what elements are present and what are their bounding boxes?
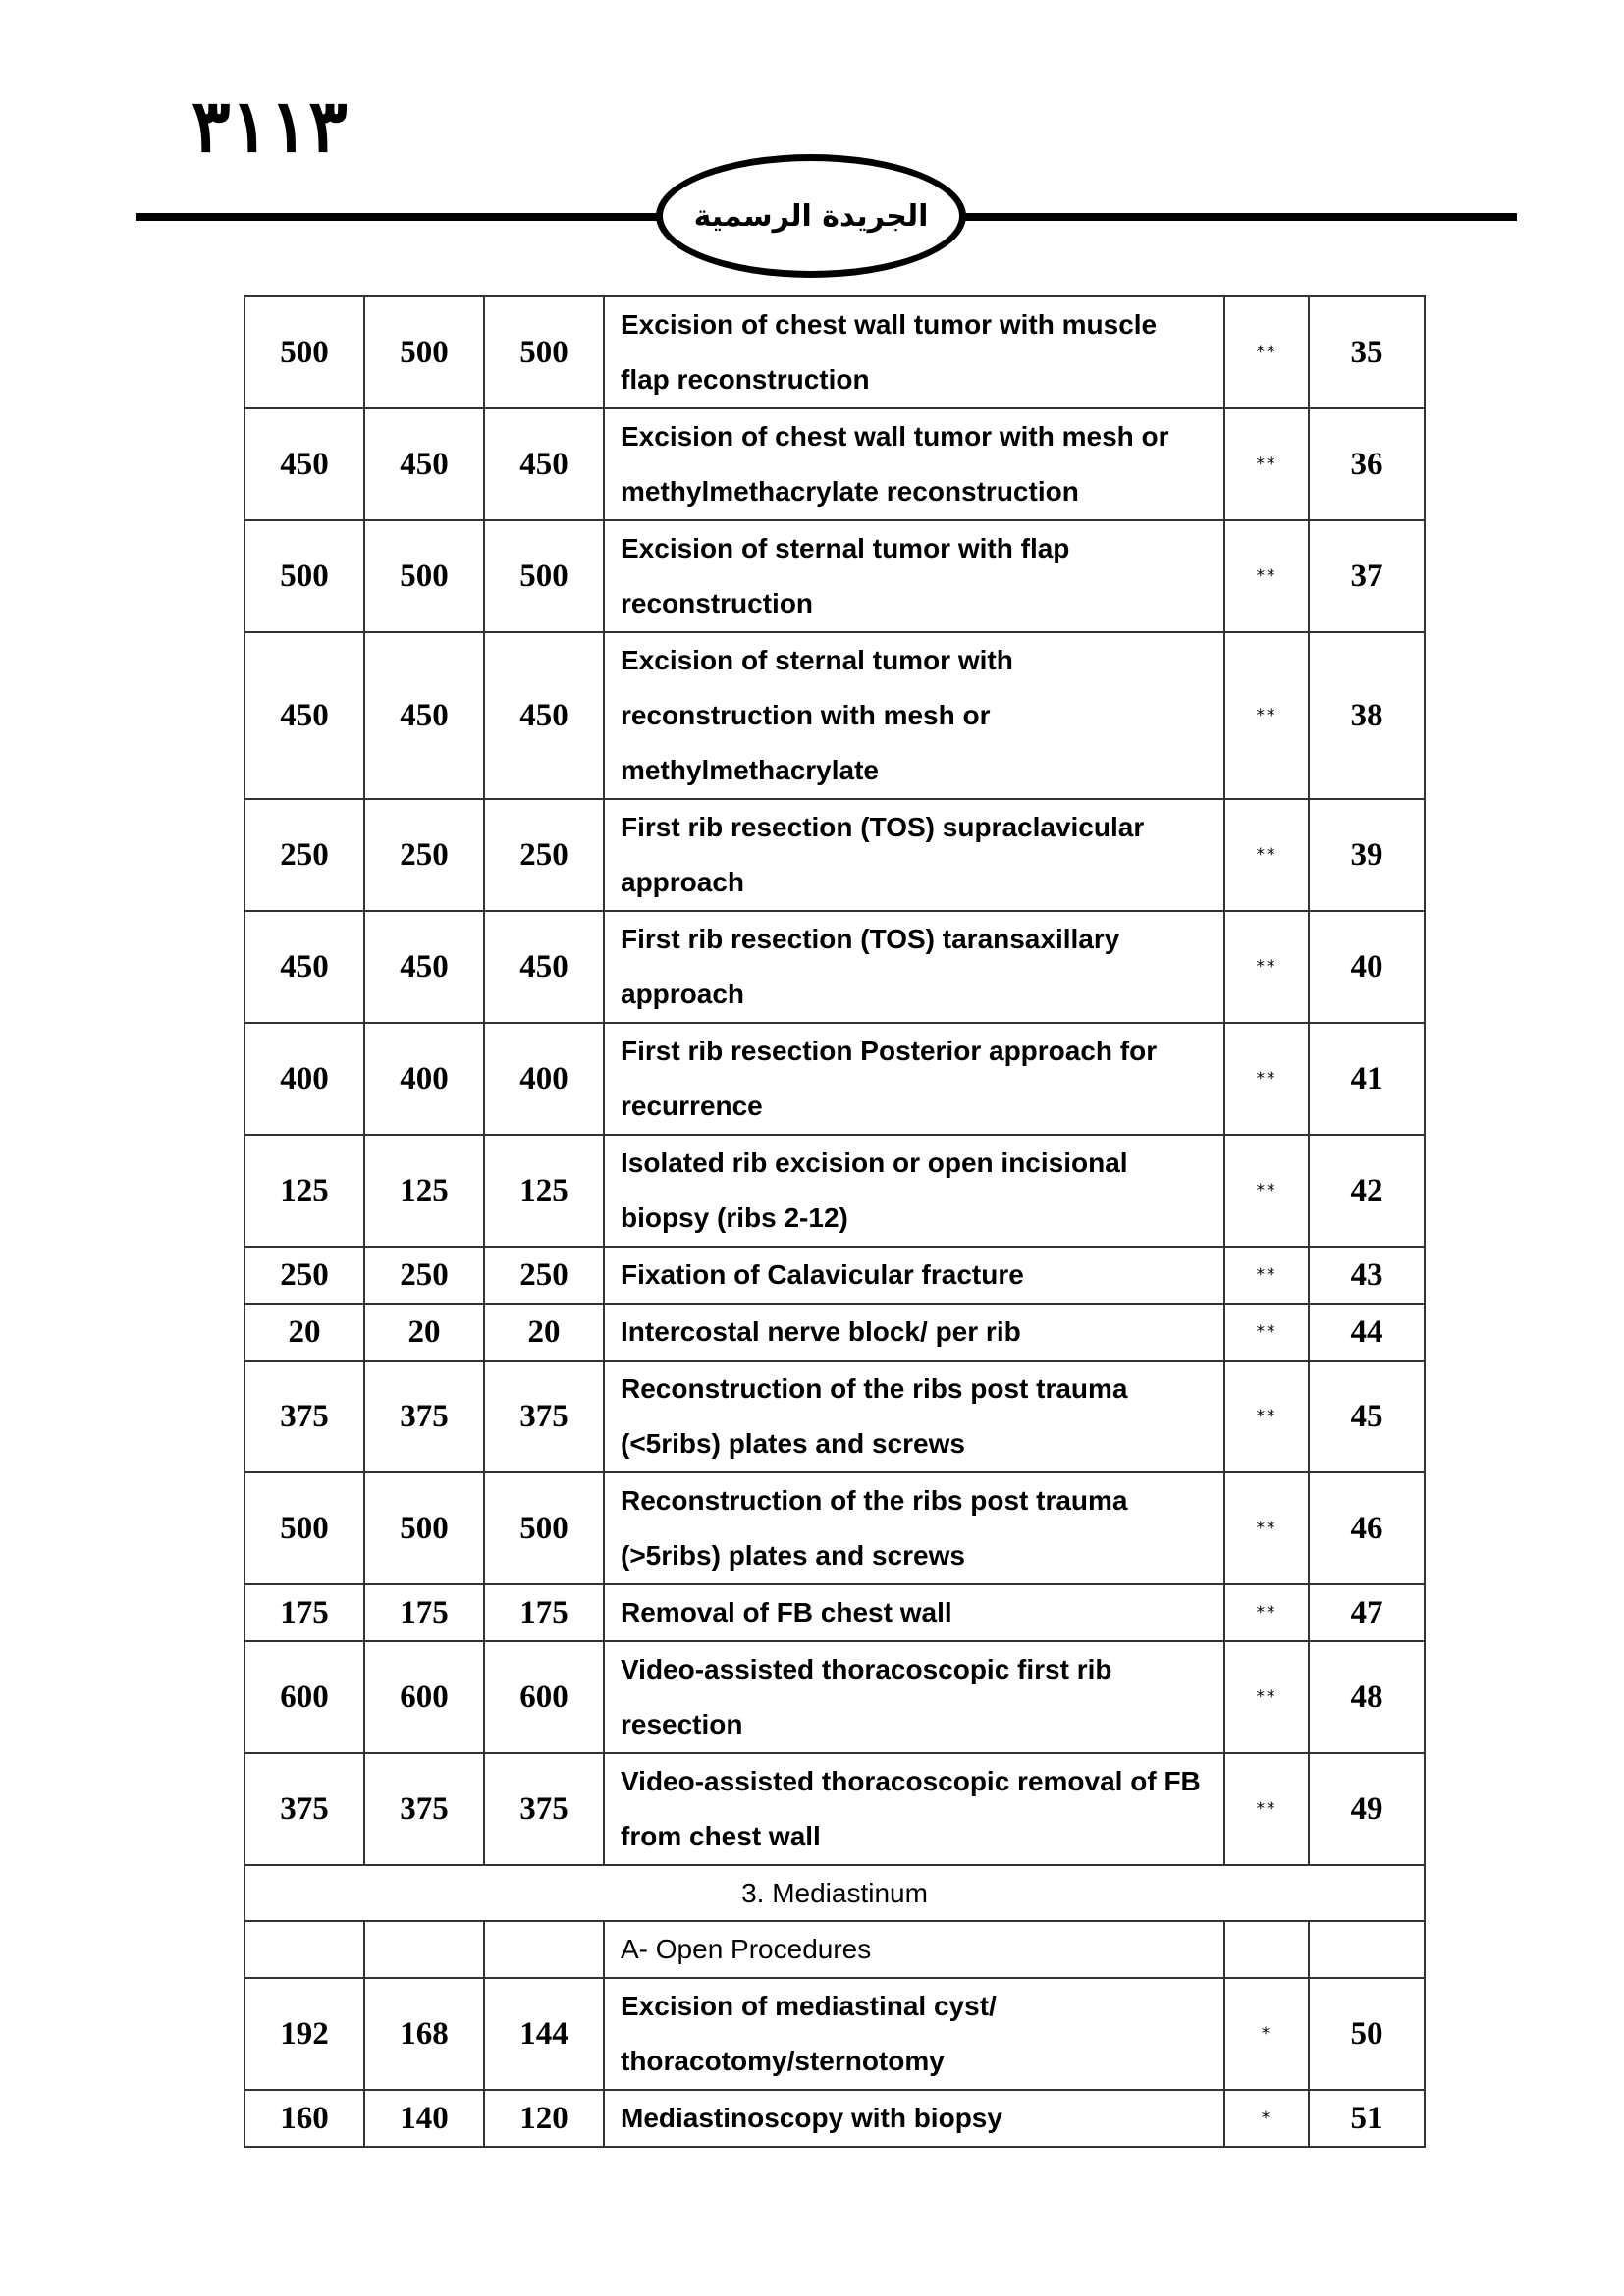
procedure-cell: Fixation of Calavicular fracture — [604, 1247, 1224, 1304]
procedure-cell: Excision of sternal tumor with flap reconstruction — [604, 520, 1224, 632]
serial-cell: 49 — [1309, 1753, 1425, 1865]
table-row — [244, 1472, 1425, 1584]
fee-c-cell: 120 — [484, 2090, 604, 2147]
fee-table — [244, 295, 1426, 2148]
fee-b-cell: 400 — [364, 1023, 484, 1135]
serial-cell: 36 — [1309, 408, 1425, 520]
empty-cell — [244, 1921, 364, 1978]
table-row — [244, 1361, 1425, 1472]
fee-c-cell: 250 — [484, 1247, 604, 1304]
class-cell: ** — [1224, 1023, 1309, 1135]
subsection-row — [244, 1921, 1425, 1978]
empty-cell — [484, 1921, 604, 1978]
fee-a-cell: 250 — [244, 1247, 364, 1304]
fee-a-cell: 500 — [244, 1472, 364, 1584]
table-row — [244, 1023, 1425, 1135]
serial-cell: 48 — [1309, 1641, 1425, 1753]
table-row — [244, 1753, 1425, 1865]
fee-a-cell: 160 — [244, 2090, 364, 2147]
procedure-cell: First rib resection (TOS) taransaxillary approach — [604, 911, 1224, 1023]
fee-b-cell: 450 — [364, 911, 484, 1023]
serial-cell: 37 — [1309, 520, 1425, 632]
procedure-cell: Removal of FB chest wall — [604, 1584, 1224, 1641]
procedure-cell: Reconstruction of the ribs post trauma (>5ribs) plates and screws — [604, 1472, 1224, 1584]
class-cell: ** — [1224, 1247, 1309, 1304]
table-row — [244, 799, 1425, 911]
serial-cell: 51 — [1309, 2090, 1425, 2147]
table-row — [244, 1584, 1425, 1641]
fee-c-cell: 500 — [484, 296, 604, 408]
procedure-cell: Intercostal nerve block/ per rib — [604, 1304, 1224, 1361]
section-row — [244, 1865, 1425, 1921]
empty-cell — [364, 1921, 484, 1978]
fee-a-cell: 500 — [244, 520, 364, 632]
fee-c-cell: 500 — [484, 520, 604, 632]
subsection-heading: A- Open Procedures — [604, 1921, 1224, 1978]
serial-cell: 43 — [1309, 1247, 1425, 1304]
fee-b-cell: 500 — [364, 1472, 484, 1584]
serial-cell: 40 — [1309, 911, 1425, 1023]
fee-c-cell: 144 — [484, 1978, 604, 2090]
serial-cell: 44 — [1309, 1304, 1425, 1361]
fee-b-cell: 168 — [364, 1978, 484, 2090]
serial-cell: 42 — [1309, 1135, 1425, 1247]
gazette-title-badge — [656, 154, 966, 278]
procedure-cell: Video-assisted thoracoscopic removal of FB from chest wall — [604, 1753, 1224, 1865]
class-cell: ** — [1224, 1753, 1309, 1865]
fee-rows-before — [244, 296, 1425, 1865]
procedure-cell: Excision of chest wall tumor with mesh or methylmethacrylate reconstruction — [604, 408, 1224, 520]
serial-cell: 47 — [1309, 1584, 1425, 1641]
fee-a-cell: 450 — [244, 911, 364, 1023]
fee-c-cell: 400 — [484, 1023, 604, 1135]
gazette-title: الجريدة الرسمية — [693, 198, 929, 234]
fee-a-cell: 175 — [244, 1584, 364, 1641]
table-row — [244, 408, 1425, 520]
fee-c-cell: 450 — [484, 911, 604, 1023]
procedure-cell: Excision of chest wall tumor with muscle flap reconstruction — [604, 296, 1224, 408]
class-cell: ** — [1224, 1304, 1309, 1361]
fee-a-cell: 375 — [244, 1361, 364, 1472]
class-cell: ** — [1224, 911, 1309, 1023]
empty-cell — [1309, 1921, 1425, 1978]
fee-c-cell: 500 — [484, 1472, 604, 1584]
procedure-cell: First rib resection Posterior approach for recurrence — [604, 1023, 1224, 1135]
class-cell: ** — [1224, 1584, 1309, 1641]
class-cell: ** — [1224, 1472, 1309, 1584]
fee-c-cell: 250 — [484, 799, 604, 911]
fee-a-cell: 400 — [244, 1023, 364, 1135]
class-cell: ** — [1224, 799, 1309, 911]
fee-b-cell: 375 — [364, 1753, 484, 1865]
fee-a-cell: 375 — [244, 1753, 364, 1865]
class-cell: ** — [1224, 1641, 1309, 1753]
serial-cell: 41 — [1309, 1023, 1425, 1135]
table-row — [244, 1135, 1425, 1247]
serial-cell: 35 — [1309, 296, 1425, 408]
serial-cell: 46 — [1309, 1472, 1425, 1584]
procedure-cell: Isolated rib excision or open incisional biopsy (ribs 2-12) — [604, 1135, 1224, 1247]
fee-b-cell: 250 — [364, 1247, 484, 1304]
section-block — [244, 1865, 1425, 1978]
serial-cell: 39 — [1309, 799, 1425, 911]
class-cell: ** — [1224, 1135, 1309, 1247]
fee-a-cell: 250 — [244, 799, 364, 911]
table-row — [244, 1304, 1425, 1361]
procedure-cell: Excision of mediastinal cyst/ thoracotomy/sternotomy — [604, 1978, 1224, 2090]
serial-cell: 45 — [1309, 1361, 1425, 1472]
class-cell: ** — [1224, 296, 1309, 408]
procedure-cell: Reconstruction of the ribs post trauma (<5ribs) plates and screws — [604, 1361, 1224, 1472]
fee-b-cell: 250 — [364, 799, 484, 911]
header-rule-left — [136, 213, 667, 221]
fee-b-cell: 500 — [364, 520, 484, 632]
fee-c-cell: 125 — [484, 1135, 604, 1247]
class-cell: ** — [1224, 1361, 1309, 1472]
table-row — [244, 1978, 1425, 2090]
table-row — [244, 520, 1425, 632]
class-cell: ** — [1224, 408, 1309, 520]
table-row — [244, 1641, 1425, 1753]
table-row — [244, 911, 1425, 1023]
class-cell: ** — [1224, 632, 1309, 799]
empty-cell — [1224, 1921, 1309, 1978]
fee-a-cell: 450 — [244, 632, 364, 799]
fee-b-cell: 175 — [364, 1584, 484, 1641]
fee-c-cell: 600 — [484, 1641, 604, 1753]
class-cell: * — [1224, 2090, 1309, 2147]
fee-a-cell: 450 — [244, 408, 364, 520]
serial-cell: 50 — [1309, 1978, 1425, 2090]
fee-b-cell: 140 — [364, 2090, 484, 2147]
class-cell: * — [1224, 1978, 1309, 2090]
fee-b-cell: 20 — [364, 1304, 484, 1361]
fee-c-cell: 20 — [484, 1304, 604, 1361]
fee-b-cell: 450 — [364, 408, 484, 520]
procedure-cell: Video-assisted thoracoscopic first rib resection — [604, 1641, 1224, 1753]
procedure-cell: Excision of sternal tumor with reconstruction with mesh or methylmethacrylate — [604, 632, 1224, 799]
fee-b-cell: 125 — [364, 1135, 484, 1247]
header-rule-right — [957, 213, 1517, 221]
fee-b-cell: 600 — [364, 1641, 484, 1753]
fee-a-cell: 20 — [244, 1304, 364, 1361]
table-row — [244, 632, 1425, 799]
fee-c-cell: 375 — [484, 1361, 604, 1472]
section-heading: 3. Mediastinum — [244, 1865, 1425, 1921]
table-row — [244, 1247, 1425, 1304]
fee-b-cell: 500 — [364, 296, 484, 408]
fee-b-cell: 450 — [364, 632, 484, 799]
fee-a-cell: 192 — [244, 1978, 364, 2090]
fee-a-cell: 125 — [244, 1135, 364, 1247]
table-row — [244, 296, 1425, 408]
procedure-cell: Mediastinoscopy with biopsy — [604, 2090, 1224, 2147]
class-cell: ** — [1224, 520, 1309, 632]
procedure-cell: First rib resection (TOS) supraclavicular approach — [604, 799, 1224, 911]
fee-b-cell: 375 — [364, 1361, 484, 1472]
fee-rows-after — [244, 1978, 1425, 2147]
fee-a-cell: 600 — [244, 1641, 364, 1753]
fee-c-cell: 450 — [484, 408, 604, 520]
fee-c-cell: 375 — [484, 1753, 604, 1865]
table-row — [244, 2090, 1425, 2147]
fee-c-cell: 175 — [484, 1584, 604, 1641]
page-number: ٣١١٣ — [191, 84, 348, 169]
fee-a-cell: 500 — [244, 296, 364, 408]
serial-cell: 38 — [1309, 632, 1425, 799]
fee-c-cell: 450 — [484, 632, 604, 799]
